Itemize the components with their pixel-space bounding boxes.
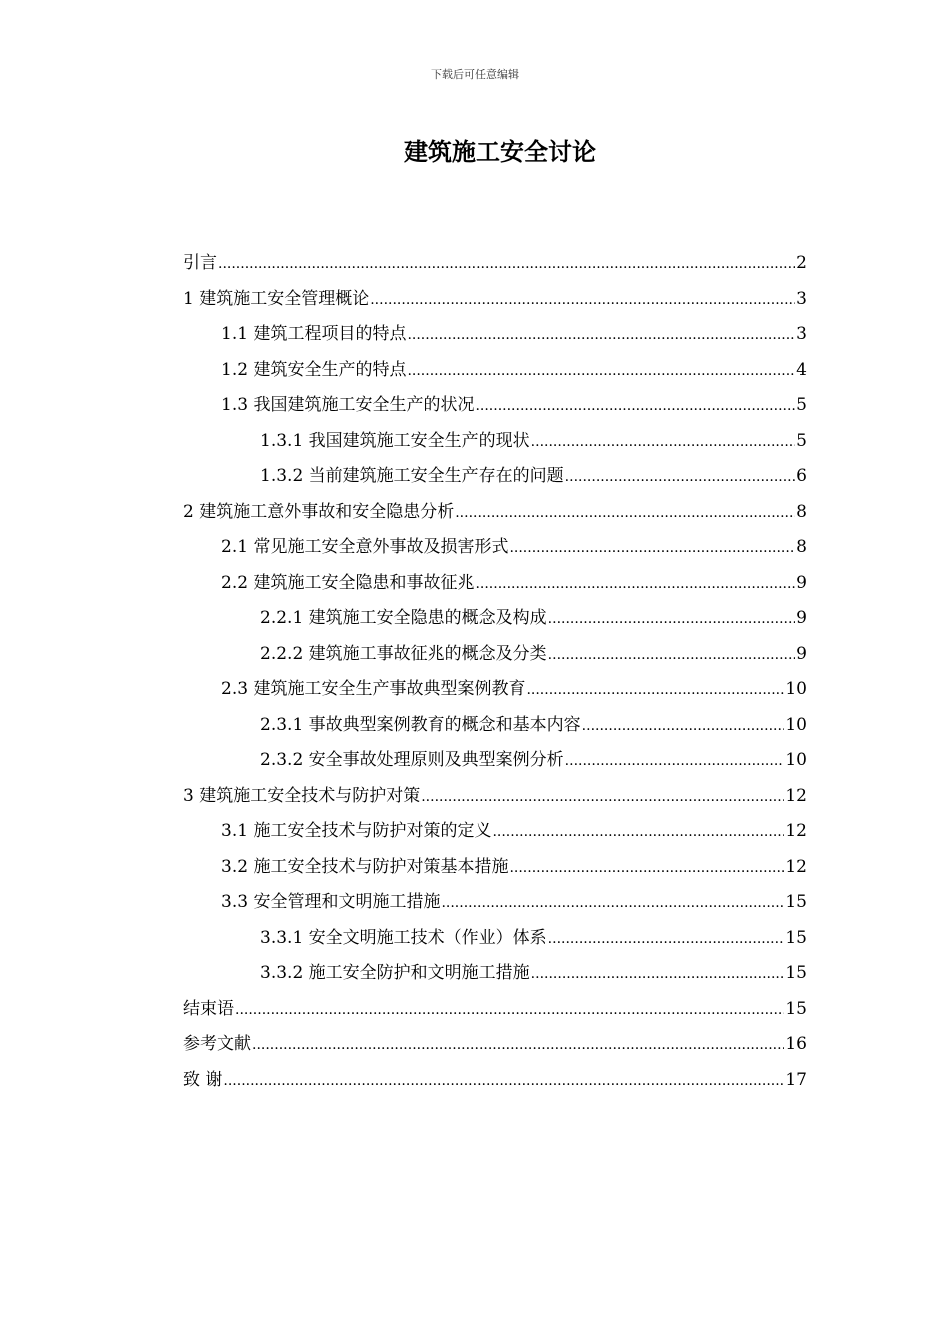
- toc-dot-leader: [565, 744, 785, 780]
- toc-entry-page: 15: [785, 998, 807, 1019]
- toc-dot-leader: [407, 354, 795, 390]
- toc-entry[interactable]: [183, 779, 807, 815]
- toc-entry-label: 结束语: [183, 998, 234, 1019]
- toc-dot-leader: [531, 957, 785, 993]
- toc-entry-page: 10: [785, 679, 807, 699]
- toc-entry-page: 8: [796, 537, 807, 557]
- toc-entry-page: 3: [796, 324, 807, 344]
- toc-entry[interactable]: [183, 353, 807, 389]
- toc-dot-leader: [475, 567, 795, 603]
- toc-dot-leader: [565, 460, 796, 496]
- toc-entry-label: 致 谢: [183, 1069, 223, 1090]
- toc-entry-page: 10: [785, 714, 807, 735]
- toc-dot-leader: [475, 389, 795, 425]
- toc-entry-label: 1.1 建筑工程项目的特点: [221, 324, 407, 344]
- toc-entry-page: 10: [785, 750, 807, 770]
- toc-entry-label: 1 建筑施工安全管理概论: [183, 288, 370, 309]
- document-title: 建筑施工安全讨论: [404, 138, 596, 166]
- toc-entry-label: 3.3 安全管理和文明施工措施: [221, 892, 441, 912]
- toc-dot-leader: [548, 638, 796, 674]
- toc-entry[interactable]: [183, 601, 807, 637]
- toc-entry[interactable]: [183, 282, 807, 318]
- toc-entry[interactable]: [183, 1063, 807, 1099]
- toc-entry-page: 4: [796, 359, 807, 380]
- toc-entry-label: 1.2 建筑安全生产的特点: [221, 359, 407, 380]
- toc-entry-page: 6: [796, 466, 807, 486]
- toc-entry[interactable]: [183, 530, 807, 566]
- toc-dot-leader: [526, 673, 784, 709]
- toc-entry-label: 3.3.2 施工安全防护和文明施工措施: [260, 963, 530, 983]
- toc-entry[interactable]: [183, 566, 807, 602]
- toc-entry-page: 15: [785, 963, 807, 983]
- toc-entry[interactable]: [183, 956, 807, 992]
- toc-entry-label: 1.3.1 我国建筑施工安全生产的现状: [260, 430, 530, 451]
- toc-entry-page: 3: [796, 288, 807, 309]
- toc-entry-label: 3.2 施工安全技术与防护对策基本措施: [221, 856, 509, 877]
- toc-entry-label: 参考文献: [183, 1034, 251, 1054]
- toc-entry-label: 引言: [183, 253, 217, 273]
- toc-entry[interactable]: [183, 246, 807, 282]
- toc-entry-page: 16: [785, 1034, 807, 1054]
- toc-entry-page: 5: [796, 395, 807, 415]
- toc-entry[interactable]: [183, 708, 807, 744]
- toc-dot-leader: [509, 531, 795, 567]
- toc-entry[interactable]: [183, 672, 807, 708]
- toc-entry-page: 9: [796, 572, 807, 593]
- toc-entry-label: 3.1 施工安全技术与防护对策的定义: [221, 821, 492, 841]
- toc-entry-label: 1.3 我国建筑施工安全生产的状况: [221, 395, 475, 415]
- toc-entry-page: 9: [796, 643, 807, 664]
- toc-entry-label: 2 建筑施工意外事故和安全隐患分析: [183, 501, 455, 522]
- toc-entry-label: 2.2.2 建筑施工事故征兆的概念及分类: [260, 643, 547, 664]
- toc-entry[interactable]: [183, 1027, 807, 1063]
- toc-entry-label: 2.1 常见施工安全意外事故及损害形式: [221, 537, 509, 557]
- toc-entry-page: 15: [785, 892, 807, 912]
- toc-dot-leader: [455, 496, 795, 532]
- toc-dot-leader: [531, 425, 796, 461]
- toc-dot-leader: [548, 922, 785, 958]
- toc-entry-page: 2: [796, 253, 807, 273]
- toc-entry-label: 2.3 建筑施工安全生产事故典型案例教育: [221, 679, 526, 699]
- table-of-contents: [183, 246, 807, 1098]
- toc-entry-page: 15: [785, 927, 807, 948]
- toc-entry-label: 2.2 建筑施工安全隐患和事故征兆: [221, 572, 475, 593]
- toc-entry-label: 2.2.1 建筑施工安全隐患的概念及构成: [260, 608, 547, 628]
- header-note: 下载后可任意编辑: [431, 68, 519, 81]
- toc-entry-label: 2.3.2 安全事故处理原则及典型案例分析: [260, 750, 564, 770]
- toc-dot-leader: [218, 247, 795, 283]
- toc-entry[interactable]: [183, 850, 807, 886]
- toc-entry-label: 3 建筑施工安全技术与防护对策: [183, 785, 421, 806]
- toc-dot-leader: [492, 815, 784, 851]
- toc-dot-leader: [235, 993, 784, 1029]
- toc-entry[interactable]: [183, 743, 807, 779]
- toc-dot-leader: [370, 283, 795, 319]
- toc-entry-page: 5: [796, 430, 807, 451]
- toc-entry[interactable]: [183, 388, 807, 424]
- toc-entry[interactable]: [183, 317, 807, 353]
- toc-entry-label: 3.3.1 安全文明施工技术（作业）体系: [260, 927, 547, 948]
- toc-dot-leader: [441, 886, 784, 922]
- toc-entry[interactable]: [183, 921, 807, 957]
- toc-entry[interactable]: [183, 814, 807, 850]
- toc-entry-page: 12: [785, 856, 807, 877]
- toc-dot-leader: [223, 1064, 784, 1100]
- toc-entry[interactable]: [183, 992, 807, 1028]
- toc-entry[interactable]: [183, 424, 807, 460]
- toc-entry-page: 12: [785, 785, 807, 806]
- toc-entry[interactable]: [183, 637, 807, 673]
- toc-dot-leader: [421, 780, 784, 816]
- toc-entry[interactable]: [183, 459, 807, 495]
- toc-dot-leader: [252, 1028, 784, 1064]
- toc-entry-page: 12: [785, 821, 807, 841]
- toc-dot-leader: [407, 318, 795, 354]
- toc-entry[interactable]: [183, 885, 807, 921]
- toc-entry-page: 9: [796, 608, 807, 628]
- toc-entry-page: 17: [785, 1069, 807, 1090]
- toc-entry-label: 1.3.2 当前建筑施工安全生产存在的问题: [260, 466, 564, 486]
- toc-entry[interactable]: [183, 495, 807, 531]
- toc-dot-leader: [582, 709, 785, 745]
- toc-dot-leader: [548, 602, 796, 638]
- toc-dot-leader: [509, 851, 784, 887]
- toc-entry-label: 2.3.1 事故典型案例教育的概念和基本内容: [260, 714, 581, 735]
- toc-entry-page: 8: [796, 501, 807, 522]
